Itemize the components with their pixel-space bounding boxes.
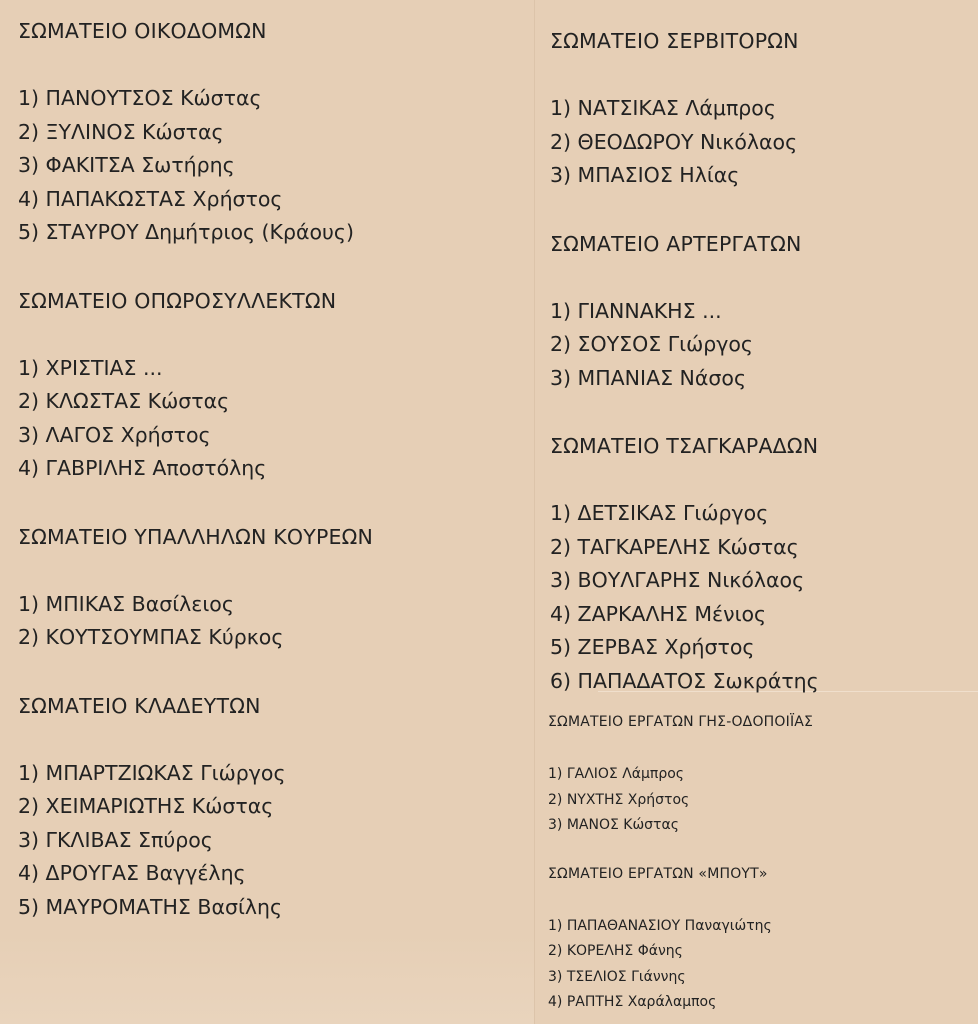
member-item: 2) ΚΟΥΤΣΟΥΜΠΑΣ Κύρκος	[18, 625, 284, 649]
member-item: 3) ΓΚΛΙΒΑΣ Σπύρος	[18, 827, 213, 852]
member-item: 3) ΜΑΝΟΣ Κώστας	[548, 817, 679, 833]
member-item: 1) ΝΑΤΣΙΚΑΣ Λάμπρος	[550, 96, 776, 120]
member-item: 2) ΤΑΓΚΑΡΕΛΗΣ Κώστας	[550, 534, 799, 559]
union-section	[550, 429, 970, 698]
member-item: 4) ΔΡΟΥΓΑΣ Βαγγέλης	[18, 861, 246, 885]
section-gap	[18, 250, 523, 284]
title-gap	[18, 48, 523, 82]
member-item: 6) ΠΑΠΑΔΑΤΟΣ Σωκράτης	[550, 668, 819, 693]
member-item: 4) ΓΑΒΡΙΛΗΣ Αποστόλης	[18, 456, 267, 480]
union-section	[18, 14, 523, 250]
member-item: 2) ΞΥΛΙΝΟΣ Κώστας	[18, 119, 224, 144]
union-section	[18, 520, 523, 655]
member-item: 4) ΡΑΠΤΗΣ Χαράλαμπος	[548, 994, 717, 1010]
member-item: 5) ΜΑΥΡΟΜΑΤΗΣ Βασίλης	[18, 894, 283, 919]
member-item: 1) ΧΡΙΣΤΙΑΣ ...	[18, 355, 163, 380]
union-title: ΣΩΜΑΤΕΙΟ ΟΠΩΡΟΣΥΛΛΕΚΤΩΝ	[18, 288, 337, 313]
member-list	[550, 92, 970, 193]
union-title: ΣΩΜΑΤΕΙΟ ΣΕΡΒΙΤΟΡΩΝ	[550, 29, 799, 53]
member-item: 3) ΤΣΕΛΙΟΣ Γιάννης	[548, 968, 686, 985]
member-item: 3) ΜΠΑΣΙΟΣ Ηλίας	[550, 163, 740, 187]
section-gap	[550, 395, 970, 429]
section-gap	[18, 655, 523, 689]
member-item: 1) ΓΙΑΝΝΑΚΗΣ ...	[550, 298, 722, 323]
title-gap	[548, 885, 968, 914]
section-gap	[18, 486, 523, 520]
member-item: 4) ΠΑΠΑΚΩΣΤΑΣ Χρήστος	[18, 186, 283, 211]
member-item: 2) ΘΕΟΔΩΡΟΥ Νικόλαος	[550, 129, 798, 154]
member-item: 3) ΜΠΑΝΙΑΣ Νάσος	[550, 365, 746, 390]
left-column	[18, 14, 523, 924]
member-list	[550, 497, 970, 698]
union-title: ΣΩΜΑΤΕΙΟ ΟΙΚΟΔΟΜΩΝ	[18, 19, 267, 43]
member-item: 1) ΠΑΝΟΥΤΣΟΣ Κώστας	[18, 86, 262, 110]
member-list	[18, 588, 523, 655]
union-title: ΣΩΜΑΤΕΙΟ ΥΠΑΛΛΗΛΩΝ ΚΟΥΡΕΩΝ	[18, 524, 374, 549]
title-gap	[550, 58, 970, 92]
bottom-fade	[0, 934, 534, 1024]
title-gap	[548, 733, 968, 762]
union-title: ΣΩΜΑΤΕΙΟ ΤΣΑΓΚΑΡΑΔΩΝ	[550, 434, 819, 458]
member-item: 1) ΓΑΛΙΟΣ Λάμπρος	[548, 766, 685, 782]
column-divider	[534, 0, 535, 1024]
member-item: 5) ΣΤΑΥΡΟΥ Δημήτριος (Κράους)	[18, 220, 354, 244]
member-list	[548, 914, 968, 1016]
title-gap	[18, 554, 523, 588]
union-title: ΣΩΜΑΤΕΙΟ ΕΡΓΑΤΩΝ «ΜΠΟΥΤ»	[548, 865, 768, 882]
union-title: ΣΩΜΑΤΕΙΟ ΚΛΑΔΕΥΤΩΝ	[18, 693, 261, 718]
member-list	[18, 82, 523, 250]
member-list	[18, 757, 523, 925]
union-section	[548, 863, 968, 1016]
union-section	[550, 24, 970, 193]
member-item: 2) ΚΛΩΣΤΑΣ Κώστας	[18, 389, 230, 413]
member-item: 2) ΧΕΙΜΑΡΙΩΤΗΣ Κώστας	[18, 794, 274, 818]
title-gap	[18, 723, 523, 757]
member-item: 2) ΚΟΡΕΛΗΣ Φάνης	[548, 943, 683, 959]
member-list	[18, 352, 523, 486]
member-item: 1) ΔΕΤΣΙΚΑΣ Γιώργος	[550, 501, 769, 525]
member-item: 4) ΖΑΡΚΑΛΗΣ Μένιος	[550, 601, 767, 626]
union-title: ΣΩΜΑΤΕΙΟ ΕΡΓΑΤΩΝ ΓΗΣ-ΟΔΟΠΟΙΪΑΣ	[548, 714, 814, 730]
member-item: 3) ΒΟΥΛΓΑΡΗΣ Νικόλαος	[550, 568, 805, 592]
member-item: 2) ΣΟΥΣΟΣ Γιώργος	[550, 332, 753, 356]
union-section	[18, 284, 523, 486]
union-section	[550, 227, 970, 396]
section-gap	[550, 193, 970, 227]
member-item: 1) ΜΠΙΚΑΣ Βασίλειος	[18, 591, 234, 616]
title-gap	[550, 261, 970, 295]
right-column	[550, 24, 970, 698]
member-item: 3) ΦΑΚΙΤΣΑ Σωτήρης	[18, 153, 235, 177]
right-column-small	[548, 711, 968, 1016]
union-section	[548, 711, 968, 839]
member-item: 3) ΛΑΓΟΣ Χρήστος	[18, 422, 211, 447]
union-title: ΣΩΜΑΤΕΙΟ ΑΡΤΕΡΓΑΤΩΝ	[550, 231, 802, 256]
title-gap	[550, 463, 970, 497]
member-item: 2) ΝΥΧΤΗΣ Χρήστος	[548, 791, 690, 808]
member-item: 5) ΖΕΡΒΑΣ Χρήστος	[550, 635, 755, 659]
member-item: 1) ΜΠΑΡΤΖΙΩΚΑΣ Γιώργος	[18, 760, 286, 785]
union-section	[18, 689, 523, 925]
member-list	[550, 295, 970, 396]
title-gap	[18, 318, 523, 352]
member-item: 1) ΠΑΠΑΘΑΝΑΣΙΟΥ Παναγιώτης	[548, 917, 772, 934]
section-gap	[548, 839, 968, 863]
member-list	[548, 762, 968, 839]
